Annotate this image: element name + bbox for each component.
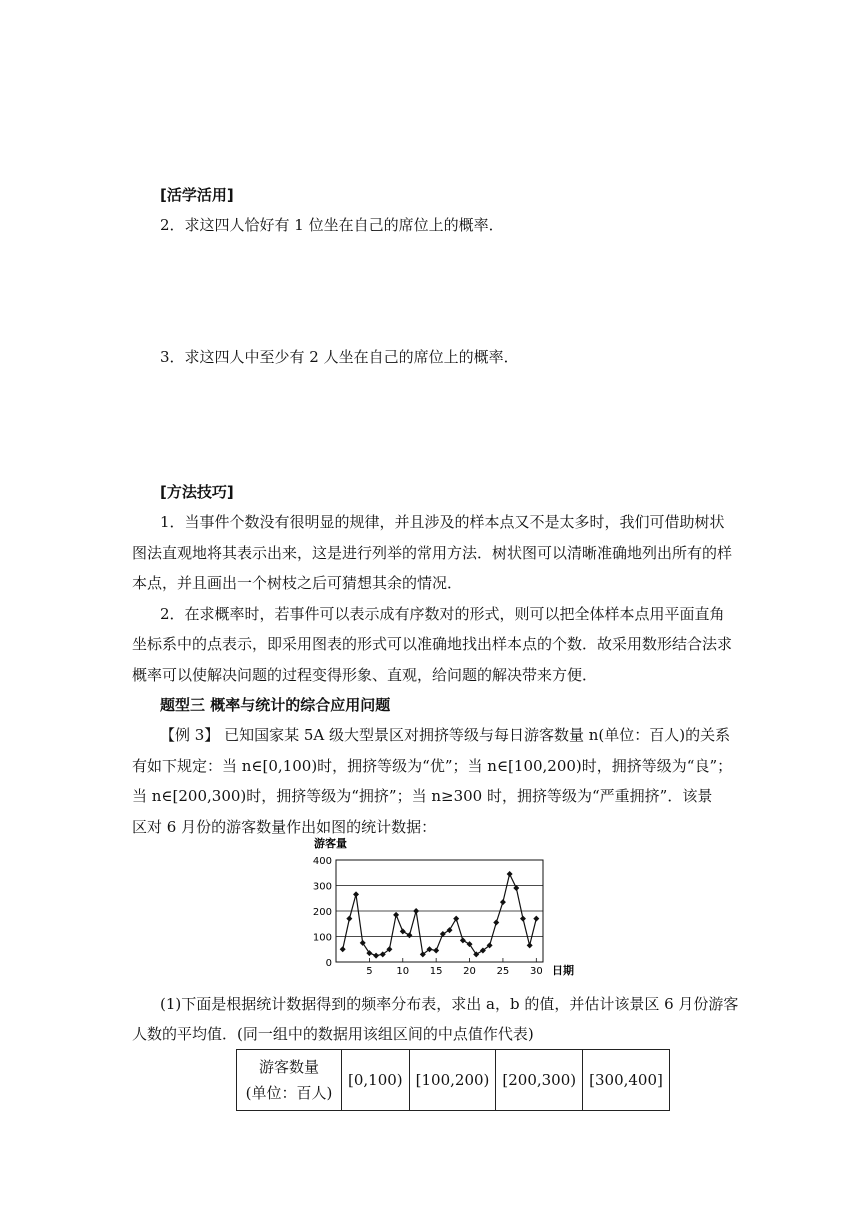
data-point — [413, 908, 419, 914]
table-row — [237, 1050, 670, 1111]
y-tick-label: 0 — [325, 958, 332, 969]
y-axis-label: 游客量 — [314, 837, 347, 850]
method-p2-line3: 概率可以使解决问题的过程变得形象、直观，给问题的解决带来方便． — [132, 666, 598, 684]
data-point — [406, 932, 412, 938]
data-point — [513, 885, 519, 891]
visitor-line-chart — [300, 830, 590, 980]
table-cell: [100,200) — [409, 1050, 496, 1111]
data-point — [467, 941, 473, 947]
data-point — [493, 919, 499, 925]
data-point — [346, 916, 352, 922]
data-point — [393, 912, 399, 918]
question-2: 2．求这四人恰好有 1 位坐在自己的席位上的概率． — [160, 216, 504, 234]
data-point — [360, 940, 366, 946]
table-cell: [0,100) — [342, 1050, 410, 1111]
data-point — [440, 931, 446, 937]
header-line1: 游客数量 — [258, 1058, 319, 1076]
question-3: 3．求这四人中至少有 2 人坐在自己的席位上的概率． — [160, 348, 519, 366]
data-point — [520, 916, 526, 922]
method-p2-line1: 2．在求概率时，若事件可以表示成有序数对的形式，则可以把全体样本点用平面直角 — [160, 605, 725, 623]
y-tick-label: 400 — [312, 856, 332, 867]
y-tick-label: 300 — [312, 881, 332, 893]
data-point — [453, 916, 459, 922]
method-p2-line2: 坐标系中的点表示，即采用图表的形式可以准确地找出样本点的个数．故采用数形结合法求 — [132, 635, 733, 653]
example-line2: 有如下规定：当 n∈[0,100)时，拥挤等级为“优”；当 n∈[100,200)时，拥挤等级为“良”； — [132, 757, 733, 775]
question-1-line1: (1)下面是根据统计数据得到的频率分布表，求出 a，b 的值，并估计该景区 6 月份游客 — [160, 995, 739, 1013]
data-point — [527, 942, 533, 948]
x-tick-label: 20 — [463, 966, 476, 977]
x-axis-label: 日期 — [552, 964, 574, 977]
method-p1-line2: 图法直观地将其表示出来，这是进行列举的常用方法．树状图可以清晰准确地列出所有的样 — [132, 544, 733, 562]
x-tick-label: 10 — [396, 966, 410, 977]
x-tick-label: 15 — [429, 966, 443, 977]
table-cell: [200,300) — [496, 1050, 583, 1111]
data-point — [340, 946, 346, 952]
y-tick-label: 100 — [312, 932, 332, 944]
header-line2: (单位：百人) — [245, 1084, 333, 1102]
data-point — [507, 871, 513, 877]
data-point — [533, 916, 539, 922]
data-point — [447, 927, 453, 933]
data-point — [433, 948, 439, 954]
data-point — [400, 928, 406, 934]
question-1-line2: 人数的平均值．(同一组中的数据用该组区间的中点值作代表) — [132, 1025, 534, 1043]
series-line — [343, 874, 537, 956]
x-tick-label: 5 — [366, 966, 373, 977]
example-line4: 区对 6 月份的游客数量作出如图的统计数据： — [132, 818, 437, 836]
x-tick-label: 25 — [496, 966, 510, 977]
data-point — [353, 891, 359, 897]
method-heading: [方法技巧] — [160, 483, 234, 501]
method-p1-line1: 1．当事件个数没有很明显的规律，并且涉及的样本点又不是太多时，我们可借助树状 — [160, 513, 725, 531]
frequency-table — [236, 1049, 670, 1111]
example-line1: 【例 3】 已知国家某 5A 级大型景区对拥挤等级与每日游客数量 n(单位：百人)的关系 — [160, 726, 731, 744]
data-point — [373, 953, 379, 959]
table-cell: [300,400] — [583, 1050, 670, 1111]
data-point — [500, 899, 506, 905]
type3-heading: 题型三 概率与统计的综合应用问题 — [160, 696, 391, 714]
apply-heading: [活学活用] — [160, 186, 234, 204]
y-tick-label: 200 — [312, 907, 332, 918]
x-tick-label: 30 — [529, 966, 543, 977]
table-header-cell — [237, 1050, 342, 1111]
method-p1-line3: 本点，并且画出一个树枝之后可猜想其余的情况． — [132, 574, 463, 592]
data-point — [460, 937, 466, 943]
example-line3: 当 n∈[200,300)时，拥挤等级为“拥挤”；当 n≥300 时，拥挤等级为“严重拥挤”．该景 — [132, 787, 713, 805]
